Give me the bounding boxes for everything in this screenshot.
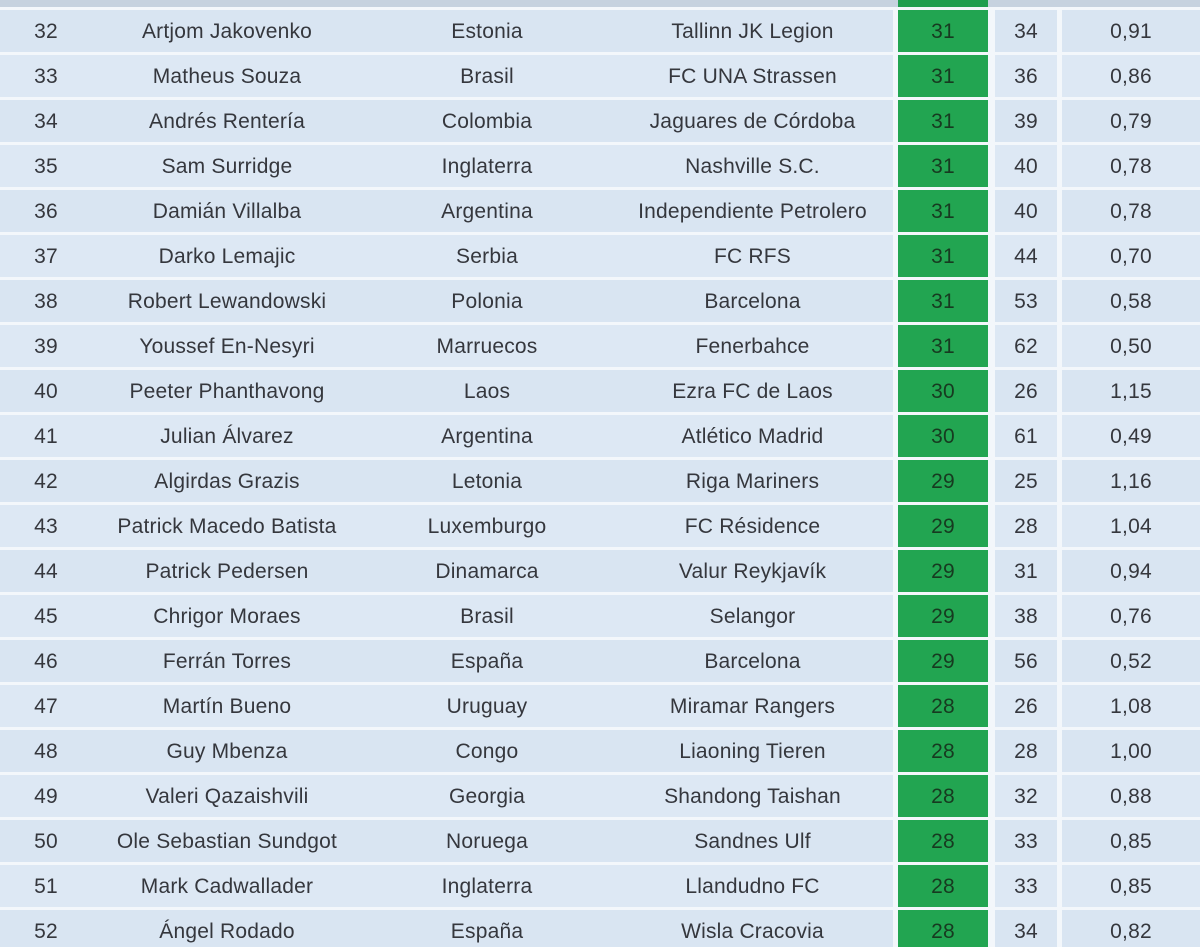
club-cell: Jaguares de Córdoba (612, 100, 893, 142)
matches-cell: 39 (995, 100, 1057, 142)
rank-cell: 37 (0, 235, 92, 277)
player-name-cell: Darko Lemajic (92, 235, 362, 277)
club-cell: FC RFS (612, 235, 893, 277)
ratio-cell: 0,49 (1062, 415, 1200, 457)
club-cell: Llandudno FC (612, 865, 893, 907)
goals-cell: 31 (898, 10, 988, 52)
country-cell: Inglaterra (362, 145, 612, 187)
country-cell: Luxemburgo (362, 505, 612, 547)
player-name-cell: Damián Villalba (92, 190, 362, 232)
country-cell: Serbia (362, 235, 612, 277)
country-cell: Congo (362, 730, 612, 772)
table-row (0, 775, 1200, 817)
country-cell: España (362, 910, 612, 947)
column-gap (988, 910, 995, 947)
column-gap (988, 595, 995, 637)
club-cell: Liaoning Tieren (612, 730, 893, 772)
player-name-cell: Julian Álvarez (92, 415, 362, 457)
rank-cell: 46 (0, 640, 92, 682)
club-cell: Independiente Petrolero (612, 190, 893, 232)
column-gap (988, 865, 995, 907)
country-cell: Estonia (362, 10, 612, 52)
rank-cell: 43 (0, 505, 92, 547)
rank-cell: 34 (0, 100, 92, 142)
column-gap (988, 235, 995, 277)
club-cell: Atlético Madrid (612, 415, 893, 457)
column-gap (988, 775, 995, 817)
goals-cell: 31 (898, 145, 988, 187)
player-name-cell: Ole Sebastian Sundgot (92, 820, 362, 862)
column-gap (988, 415, 995, 457)
column-gap (988, 370, 995, 412)
matches-cell: 28 (995, 730, 1057, 772)
table-row (0, 100, 1200, 142)
table-row (0, 595, 1200, 637)
table-row (0, 325, 1200, 367)
club-cell: Sandnes Ulf (612, 820, 893, 862)
player-name-cell: Matheus Souza (92, 55, 362, 97)
ratio-cell: 0,88 (1062, 775, 1200, 817)
table-row (0, 370, 1200, 412)
table-row (0, 820, 1200, 862)
matches-cell: 34 (995, 10, 1057, 52)
club-cell: FC UNA Strassen (612, 55, 893, 97)
player-name-cell: Guy Mbenza (92, 730, 362, 772)
table-row (0, 910, 1200, 947)
country-cell: Letonia (362, 460, 612, 502)
table-row (0, 460, 1200, 502)
player-name-cell: Ángel Rodado (92, 910, 362, 947)
rank-cell: 33 (0, 55, 92, 97)
player-name-cell: Artjom Jakovenko (92, 10, 362, 52)
ratio-cell: 1,16 (1062, 460, 1200, 502)
column-gap (988, 280, 995, 322)
country-cell: Uruguay (362, 685, 612, 727)
club-cell: Tallinn JK Legion (612, 10, 893, 52)
club-cell: Nashville S.C. (612, 145, 893, 187)
club-cell: Selangor (612, 595, 893, 637)
ratio-cell: 1,04 (1062, 505, 1200, 547)
table-row (0, 730, 1200, 772)
matches-cell: 36 (995, 55, 1057, 97)
rank-cell: 39 (0, 325, 92, 367)
rank-cell: 45 (0, 595, 92, 637)
goals-cell: 28 (898, 685, 988, 727)
goals-cell: 31 (898, 325, 988, 367)
rank-cell: 38 (0, 280, 92, 322)
rank-cell: 52 (0, 910, 92, 947)
goals-cell: 28 (898, 910, 988, 947)
ratio-cell: 0,86 (1062, 55, 1200, 97)
goals-cell: 31 (898, 55, 988, 97)
rank-cell: 32 (0, 10, 92, 52)
matches-cell: 33 (995, 865, 1057, 907)
matches-cell: 53 (995, 280, 1057, 322)
column-gap (988, 730, 995, 772)
rank-cell: 44 (0, 550, 92, 592)
table-row (0, 685, 1200, 727)
rank-cell: 41 (0, 415, 92, 457)
club-cell: Shandong Taishan (612, 775, 893, 817)
player-name-cell: Robert Lewandowski (92, 280, 362, 322)
table-row (0, 415, 1200, 457)
column-gap (988, 55, 995, 97)
goals-cell: 28 (898, 775, 988, 817)
table-row (0, 640, 1200, 682)
column-gap (988, 685, 995, 727)
club-cell: Ezra FC de Laos (612, 370, 893, 412)
rank-cell: 47 (0, 685, 92, 727)
ratio-cell: 0,50 (1062, 325, 1200, 367)
player-name-cell: Peeter Phanthavong (92, 370, 362, 412)
goals-cell: 29 (898, 640, 988, 682)
goals-cell: 30 (898, 370, 988, 412)
goals-cell: 31 (898, 235, 988, 277)
club-cell: Miramar Rangers (612, 685, 893, 727)
player-name-cell: Sam Surridge (92, 145, 362, 187)
table-row (0, 55, 1200, 97)
column-gap (988, 325, 995, 367)
goals-cell: 28 (898, 865, 988, 907)
player-name-cell: Ferrán Torres (92, 640, 362, 682)
club-cell: Fenerbahce (612, 325, 893, 367)
country-cell: Argentina (362, 415, 612, 457)
column-gap (988, 505, 995, 547)
goals-cell: 29 (898, 550, 988, 592)
player-name-cell: Patrick Macedo Batista (92, 505, 362, 547)
matches-cell: 62 (995, 325, 1057, 367)
table-row (0, 505, 1200, 547)
ratio-cell: 0,85 (1062, 865, 1200, 907)
ratio-cell: 0,52 (1062, 640, 1200, 682)
cropped-previous-row (0, 0, 1200, 7)
table-row (0, 280, 1200, 322)
matches-cell: 32 (995, 775, 1057, 817)
column-gap (988, 190, 995, 232)
matches-cell: 26 (995, 685, 1057, 727)
goals-cell: 29 (898, 595, 988, 637)
matches-cell: 61 (995, 415, 1057, 457)
country-cell: Georgia (362, 775, 612, 817)
rank-cell: 51 (0, 865, 92, 907)
goals-cell: 31 (898, 100, 988, 142)
ratio-cell: 1,00 (1062, 730, 1200, 772)
ratio-cell: 0,94 (1062, 550, 1200, 592)
goals-cell: 28 (898, 730, 988, 772)
matches-cell: 28 (995, 505, 1057, 547)
column-gap (988, 820, 995, 862)
player-name-cell: Andrés Rentería (92, 100, 362, 142)
table-row (0, 235, 1200, 277)
goals-cell: 29 (898, 460, 988, 502)
country-cell: Brasil (362, 595, 612, 637)
rank-cell: 50 (0, 820, 92, 862)
ratio-cell: 0,85 (1062, 820, 1200, 862)
ratio-cell: 1,08 (1062, 685, 1200, 727)
ratio-cell: 0,78 (1062, 190, 1200, 232)
player-name-cell: Valeri Qazaishvili (92, 775, 362, 817)
rank-cell: 48 (0, 730, 92, 772)
column-gap (988, 10, 995, 52)
cropped-goals-cell (898, 0, 988, 7)
goals-cell: 30 (898, 415, 988, 457)
rank-cell: 42 (0, 460, 92, 502)
country-cell: Marruecos (362, 325, 612, 367)
matches-cell: 33 (995, 820, 1057, 862)
column-gap (988, 145, 995, 187)
ratio-cell: 0,76 (1062, 595, 1200, 637)
player-name-cell: Algirdas Grazis (92, 460, 362, 502)
ratio-cell: 1,15 (1062, 370, 1200, 412)
club-cell: Barcelona (612, 280, 893, 322)
ratio-cell: 0,82 (1062, 910, 1200, 947)
goals-cell: 28 (898, 820, 988, 862)
matches-cell: 25 (995, 460, 1057, 502)
country-cell: Argentina (362, 190, 612, 232)
goals-cell: 31 (898, 280, 988, 322)
country-cell: Colombia (362, 100, 612, 142)
country-cell: Polonia (362, 280, 612, 322)
country-cell: Dinamarca (362, 550, 612, 592)
column-gap (988, 460, 995, 502)
rank-cell: 36 (0, 190, 92, 232)
matches-cell: 38 (995, 595, 1057, 637)
country-cell: Laos (362, 370, 612, 412)
matches-cell: 44 (995, 235, 1057, 277)
goals-cell: 31 (898, 190, 988, 232)
country-cell: Brasil (362, 55, 612, 97)
player-name-cell: Chrigor Moraes (92, 595, 362, 637)
club-cell: Barcelona (612, 640, 893, 682)
table-row (0, 190, 1200, 232)
column-gap (988, 640, 995, 682)
club-cell: Valur Reykjavík (612, 550, 893, 592)
ratio-cell: 0,91 (1062, 10, 1200, 52)
club-cell: Wisla Cracovia (612, 910, 893, 947)
club-cell: FC Résidence (612, 505, 893, 547)
column-gap (988, 550, 995, 592)
matches-cell: 56 (995, 640, 1057, 682)
rank-cell: 35 (0, 145, 92, 187)
table-row (0, 550, 1200, 592)
rank-cell: 49 (0, 775, 92, 817)
table-row (0, 10, 1200, 52)
matches-cell: 40 (995, 190, 1057, 232)
ratio-cell: 0,79 (1062, 100, 1200, 142)
matches-cell: 40 (995, 145, 1057, 187)
goals-cell: 29 (898, 505, 988, 547)
player-name-cell: Youssef En-Nesyri (92, 325, 362, 367)
player-name-cell: Mark Cadwallader (92, 865, 362, 907)
rank-cell: 40 (0, 370, 92, 412)
player-name-cell: Martín Bueno (92, 685, 362, 727)
player-name-cell: Patrick Pedersen (92, 550, 362, 592)
matches-cell: 34 (995, 910, 1057, 947)
country-cell: Noruega (362, 820, 612, 862)
column-gap (988, 100, 995, 142)
table-row (0, 865, 1200, 907)
matches-cell: 31 (995, 550, 1057, 592)
ratio-cell: 0,78 (1062, 145, 1200, 187)
ratio-cell: 0,70 (1062, 235, 1200, 277)
table-row (0, 145, 1200, 187)
country-cell: España (362, 640, 612, 682)
matches-cell: 26 (995, 370, 1057, 412)
ratio-cell: 0,58 (1062, 280, 1200, 322)
country-cell: Inglaterra (362, 865, 612, 907)
club-cell: Riga Mariners (612, 460, 893, 502)
